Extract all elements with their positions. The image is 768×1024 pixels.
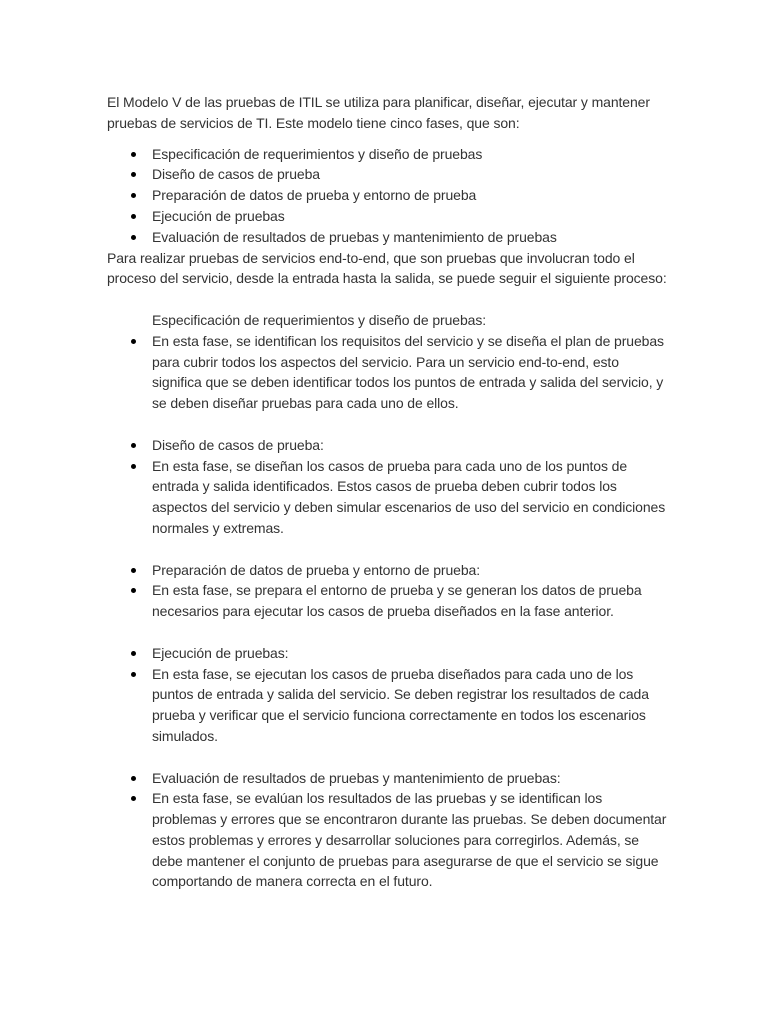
process-intro-paragraph: Para realizar pruebas de servicios end-to-end, que son pruebas que involucran todo el proceso del servicio, desde la entrada hasta la salida, se puede seguir el siguiente proceso:	[107, 249, 667, 287]
section-heading: Preparación de datos de prueba y entorno de prueba:	[107, 560, 667, 581]
phase-item: Evaluación de resultados de pruebas y mantenimiento de pruebas	[107, 227, 667, 248]
document-page	[107, 92, 667, 892]
section-body: En esta fase, se ejecutan los casos de prueba diseñados para cada uno de los puntos de entrada y salida del servicio. Se deben registrar los resultados de cada prueba y verificar que el servicio funciona correctamente en todos los escenarios simulados.	[107, 664, 667, 747]
spacer	[107, 747, 667, 768]
section-body: En esta fase, se prepara el entorno de prueba y se generan los datos de prueba necesarios para ejecutar los casos de prueba diseñados en la fase anterior.	[107, 580, 667, 622]
section-evaluacion	[107, 768, 667, 893]
phase-list	[107, 144, 667, 248]
phase-item: Diseño de casos de prueba	[107, 164, 667, 185]
section-heading: Ejecución de pruebas:	[107, 643, 667, 664]
phase-item: Ejecución de pruebas	[107, 206, 667, 227]
section-diseno	[107, 435, 667, 539]
spacer	[107, 414, 667, 435]
intro-paragraph: El Modelo V de las pruebas de ITIL se utiliza para planificar, diseñar, ejecutar y mantener pruebas de servicios de TI. Este modelo tiene cinco fases, que son:	[107, 94, 650, 131]
spacer	[107, 539, 667, 560]
section-body: En esta fase, se diseñan los casos de prueba para cada uno de los puntos de entrada y salida identificados. Estos casos de prueba deben cubrir todos los aspectos del servicio y deben simular escenarios de uso del servicio en condiciones normales y extremas.	[107, 456, 667, 539]
spacer	[107, 289, 667, 310]
section-especificacion	[107, 310, 667, 414]
spacer	[107, 622, 667, 643]
phase-item: Especificación de requerimientos y diseño de pruebas	[107, 144, 667, 165]
section-body: En esta fase, se evalúan los resultados de las pruebas y se identifican los problemas y errores que se encontraron durante las pruebas. Se deben documentar estos problemas y errores y desarrollar soluciones para corregirlos. Además, se debe mantener el conjunto de pruebas para asegurarse de que el servicio se sigue comportando de manera correcta en el futuro.	[107, 788, 667, 892]
section-preparacion	[107, 560, 667, 622]
section-ejecucion	[107, 643, 667, 747]
spacer	[107, 134, 667, 144]
section-heading: Evaluación de resultados de pruebas y mantenimiento de pruebas:	[107, 768, 667, 789]
section-heading: Diseño de casos de prueba:	[107, 435, 667, 456]
section-heading: Especificación de requerimientos y diseño de pruebas:	[152, 311, 487, 328]
phase-item: Preparación de datos de prueba y entorno de prueba	[107, 185, 667, 206]
section-body: En esta fase, se identifican los requisitos del servicio y se diseña el plan de pruebas para cubrir todos los aspectos del servicio. Para un servicio end-to-end, esto significa que se deben identificar todos los puntos de entrada y salida del servicio, y se deben diseñar pruebas para cada uno de ellos.	[107, 331, 667, 414]
